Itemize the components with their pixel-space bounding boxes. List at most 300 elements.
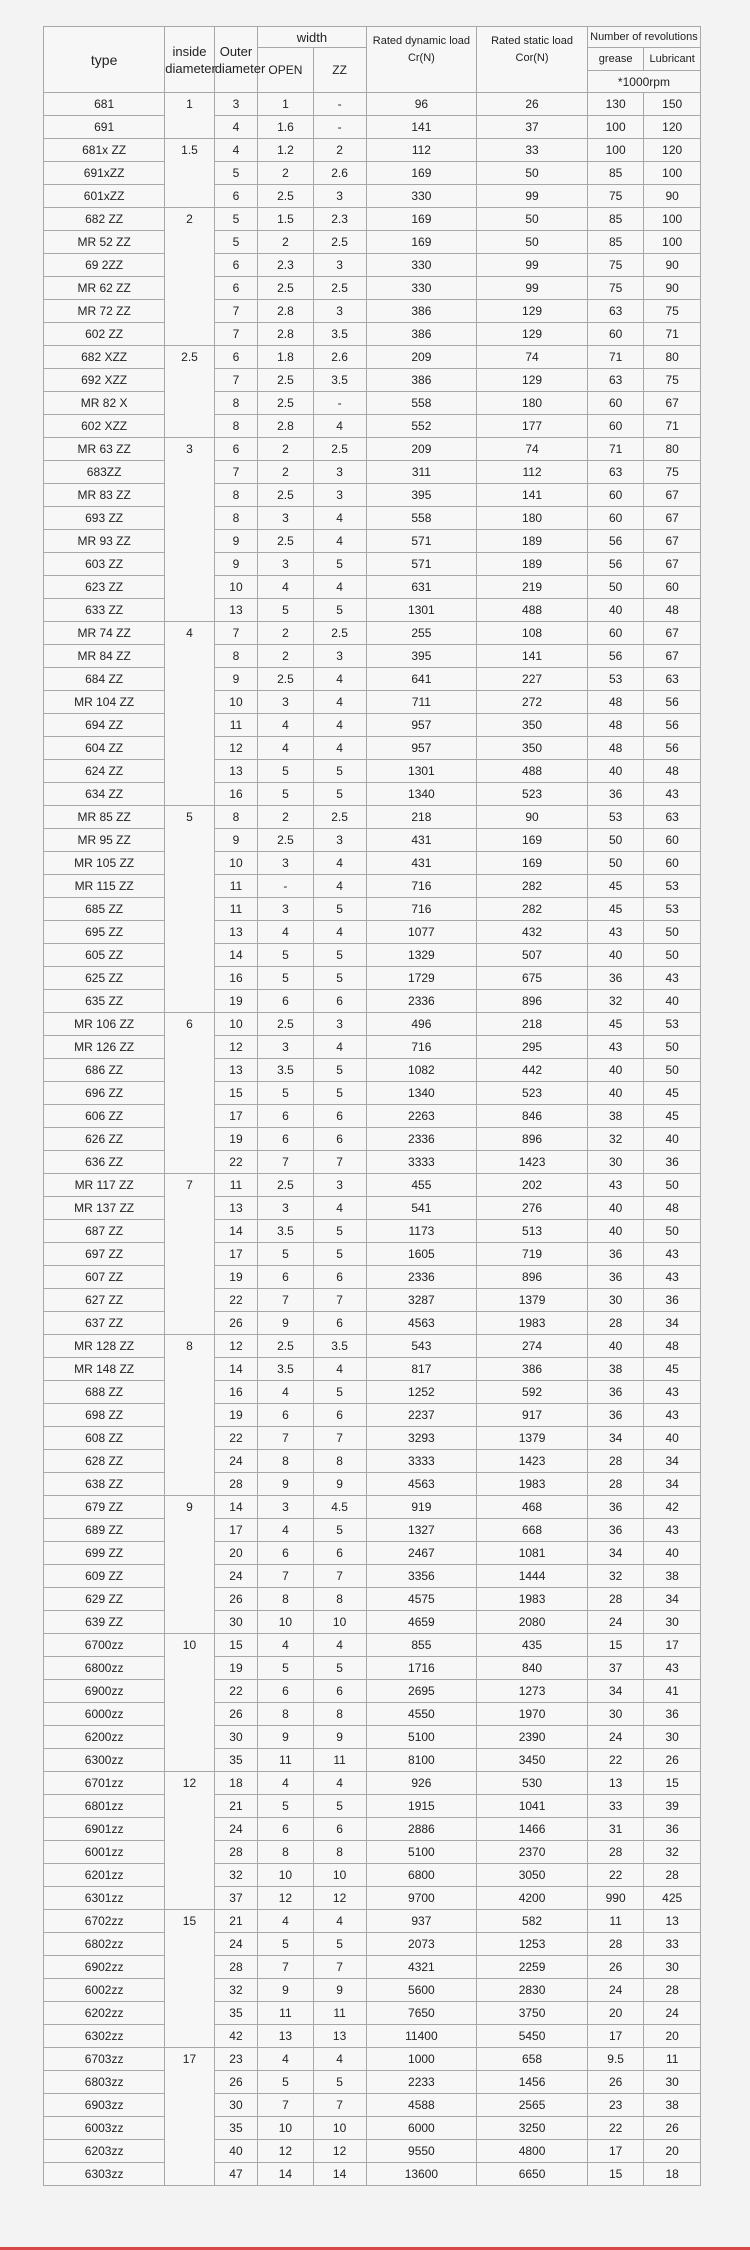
cell-zz: 6 <box>313 1680 366 1703</box>
cell-open: 8 <box>258 1703 313 1726</box>
cell-cor: 227 <box>477 668 588 691</box>
cell-type: 6302zz <box>44 2025 165 2048</box>
cell-open: 6 <box>258 1404 313 1427</box>
cell-cr: 9550 <box>366 2140 477 2163</box>
cell-type: MR 137 ZZ <box>44 1197 165 1220</box>
cell-cor: 4200 <box>477 1887 588 1910</box>
cell-type: 602 ZZ <box>44 323 165 346</box>
table-row <box>44 1565 701 1588</box>
cell-zz: 7 <box>313 1151 366 1174</box>
cell-type: 683ZZ <box>44 461 165 484</box>
cell-cor: 1983 <box>477 1312 588 1335</box>
cell-cor: 1081 <box>477 1542 588 1565</box>
cell-type: 623 ZZ <box>44 576 165 599</box>
cell-open: 8 <box>258 1588 313 1611</box>
cell-cr: 386 <box>366 369 477 392</box>
cell-grease: 36 <box>587 1496 644 1519</box>
cell-lubricant: 45 <box>644 1358 701 1381</box>
cell-cor: 3250 <box>477 2117 588 2140</box>
cell-outer: 19 <box>214 1128 258 1151</box>
cell-lubricant: 30 <box>644 1726 701 1749</box>
table-row <box>44 1128 701 1151</box>
cell-outer: 6 <box>214 254 258 277</box>
cell-zz: 7 <box>313 1956 366 1979</box>
cell-outer: 24 <box>214 1450 258 1473</box>
cell-cr: 330 <box>366 185 477 208</box>
cell-zz: 4 <box>313 714 366 737</box>
cell-cor: 719 <box>477 1243 588 1266</box>
cell-open: 4 <box>258 921 313 944</box>
cell-cr: 1329 <box>366 944 477 967</box>
cell-zz: - <box>313 392 366 415</box>
cell-lubricant: 32 <box>644 1841 701 1864</box>
cell-grease: 32 <box>587 1565 644 1588</box>
cell-lubricant: 50 <box>644 1059 701 1082</box>
cell-outer: 6 <box>214 185 258 208</box>
cell-grease: 40 <box>587 1220 644 1243</box>
table-row <box>44 1887 701 1910</box>
cell-type: 6800zz <box>44 1657 165 1680</box>
table-row <box>44 1059 701 1082</box>
cell-lubricant: 90 <box>644 254 701 277</box>
table-row <box>44 323 701 346</box>
cell-grease: 85 <box>587 162 644 185</box>
cell-grease: 53 <box>587 806 644 829</box>
table-header <box>44 27 701 93</box>
cell-cor: 1379 <box>477 1427 588 1450</box>
cell-zz: 4 <box>313 691 366 714</box>
cell-open: 1.2 <box>258 139 313 162</box>
cell-outer: 7 <box>214 300 258 323</box>
cell-lubricant: 71 <box>644 415 701 438</box>
cell-cor: 3450 <box>477 1749 588 1772</box>
cell-zz: 2.6 <box>313 162 366 185</box>
table-row <box>44 415 701 438</box>
cell-cor: 50 <box>477 208 588 231</box>
cell-open: 6 <box>258 1105 313 1128</box>
cell-zz: 8 <box>313 1588 366 1611</box>
static-load-unit: Cor(N) <box>515 52 549 64</box>
table-row <box>44 139 701 162</box>
cell-open: 7 <box>258 1427 313 1450</box>
cell-zz: 5 <box>313 944 366 967</box>
cell-zz: 6 <box>313 990 366 1013</box>
cell-grease: 60 <box>587 323 644 346</box>
cell-inside-diameter: 2 <box>165 208 214 346</box>
cell-zz: 5 <box>313 1082 366 1105</box>
table-row <box>44 2025 701 2048</box>
cell-cr: 541 <box>366 1197 477 1220</box>
cell-open: 4 <box>258 1772 313 1795</box>
table-row <box>44 1864 701 1887</box>
cell-zz: 4 <box>313 576 366 599</box>
table-row <box>44 921 701 944</box>
cell-grease: 32 <box>587 990 644 1013</box>
cell-type: 6002zz <box>44 1979 165 2002</box>
cell-zz: 4 <box>313 668 366 691</box>
cell-type: 607 ZZ <box>44 1266 165 1289</box>
cell-open: 2 <box>258 162 313 185</box>
cell-cor: 350 <box>477 714 588 737</box>
cell-cr: 919 <box>366 1496 477 1519</box>
cell-outer: 23 <box>214 2048 258 2071</box>
cell-type: 688 ZZ <box>44 1381 165 1404</box>
cell-outer: 21 <box>214 1795 258 1818</box>
cell-grease: 28 <box>587 1588 644 1611</box>
cell-zz: 4 <box>313 875 366 898</box>
cell-outer: 10 <box>214 691 258 714</box>
cell-outer: 7 <box>214 323 258 346</box>
cell-lubricant: 30 <box>644 2071 701 2094</box>
cell-type: MR 105 ZZ <box>44 852 165 875</box>
cell-zz: 8 <box>313 1703 366 1726</box>
cell-outer: 11 <box>214 875 258 898</box>
cell-outer: 10 <box>214 1013 258 1036</box>
cell-outer: 17 <box>214 1105 258 1128</box>
cell-open: 3 <box>258 1496 313 1519</box>
cell-cor: 592 <box>477 1381 588 1404</box>
cell-outer: 4 <box>214 139 258 162</box>
cell-type: 6202zz <box>44 2002 165 2025</box>
cell-zz: 3.5 <box>313 369 366 392</box>
cell-cr: 209 <box>366 438 477 461</box>
cell-type: 627 ZZ <box>44 1289 165 1312</box>
cell-zz: 2 <box>313 139 366 162</box>
cell-lubricant: 50 <box>644 944 701 967</box>
cell-open: 5 <box>258 1933 313 1956</box>
cell-grease: 71 <box>587 438 644 461</box>
cell-type: 603 ZZ <box>44 553 165 576</box>
table-row <box>44 1266 701 1289</box>
cell-cor: 129 <box>477 323 588 346</box>
cell-grease: 71 <box>587 346 644 369</box>
header-open: OPEN <box>258 48 313 93</box>
cell-open: 14 <box>258 2163 313 2186</box>
cell-outer: 15 <box>214 1082 258 1105</box>
table-row <box>44 760 701 783</box>
cell-type: 6001zz <box>44 1841 165 1864</box>
cell-open: 9 <box>258 1473 313 1496</box>
cell-open: 6 <box>258 990 313 1013</box>
table-row <box>44 162 701 185</box>
table-row <box>44 2048 701 2071</box>
cell-grease: 30 <box>587 1703 644 1726</box>
cell-type: 6701zz <box>44 1772 165 1795</box>
cell-cr: 311 <box>366 461 477 484</box>
cell-type: 698 ZZ <box>44 1404 165 1427</box>
cell-zz: 5 <box>313 2071 366 2094</box>
cell-zz: 5 <box>313 1933 366 1956</box>
table-row <box>44 1910 701 1933</box>
cell-outer: 22 <box>214 1151 258 1174</box>
table-row <box>44 1335 701 1358</box>
cell-lubricant: 36 <box>644 1289 701 1312</box>
table-row <box>44 1933 701 1956</box>
table-row <box>44 369 701 392</box>
cell-cr: 558 <box>366 507 477 530</box>
cell-cor: 108 <box>477 622 588 645</box>
cell-open: 11 <box>258 2002 313 2025</box>
cell-open: 5 <box>258 1243 313 1266</box>
cell-cr: 1173 <box>366 1220 477 1243</box>
cell-grease: 17 <box>587 2025 644 2048</box>
cell-outer: 9 <box>214 553 258 576</box>
cell-cr: 96 <box>366 93 477 116</box>
cell-cr: 4659 <box>366 1611 477 1634</box>
cell-type: MR 62 ZZ <box>44 277 165 300</box>
header-grease: grease <box>587 48 644 71</box>
cell-type: 6802zz <box>44 1933 165 1956</box>
cell-cr: 4575 <box>366 1588 477 1611</box>
cell-zz: 5 <box>313 1243 366 1266</box>
cell-grease: 24 <box>587 1726 644 1749</box>
cell-cr: 552 <box>366 415 477 438</box>
cell-grease: 40 <box>587 944 644 967</box>
cell-grease: 33 <box>587 1795 644 1818</box>
table-row <box>44 1841 701 1864</box>
table-row <box>44 737 701 760</box>
cell-lubricant: 56 <box>644 737 701 760</box>
cell-cor: 274 <box>477 1335 588 1358</box>
table-row <box>44 1105 701 1128</box>
cell-cor: 90 <box>477 806 588 829</box>
cell-cor: 74 <box>477 438 588 461</box>
cell-lubricant: 28 <box>644 1979 701 2002</box>
cell-cor: 1253 <box>477 1933 588 1956</box>
cell-type: 625 ZZ <box>44 967 165 990</box>
cell-zz: 2.5 <box>313 438 366 461</box>
table-row <box>44 1657 701 1680</box>
cell-outer: 11 <box>214 714 258 737</box>
cell-open: 1.6 <box>258 116 313 139</box>
cell-type: 695 ZZ <box>44 921 165 944</box>
cell-open: 5 <box>258 760 313 783</box>
cell-lubricant: 48 <box>644 1335 701 1358</box>
cell-outer: 6 <box>214 346 258 369</box>
cell-lubricant: 13 <box>644 1910 701 1933</box>
cell-lubricant: 100 <box>644 208 701 231</box>
cell-outer: 6 <box>214 438 258 461</box>
cell-type: MR 115 ZZ <box>44 875 165 898</box>
cell-grease: 34 <box>587 1542 644 1565</box>
cell-inside-diameter: 1.5 <box>165 139 214 208</box>
dynamic-load-unit: Cr(N) <box>407 52 435 64</box>
table-row <box>44 2071 701 2094</box>
cell-lubricant: 48 <box>644 599 701 622</box>
table-row <box>44 1772 701 1795</box>
cell-open: 5 <box>258 944 313 967</box>
cell-cr: 716 <box>366 898 477 921</box>
cell-open: 4 <box>258 1519 313 1542</box>
cell-lubricant: 48 <box>644 1197 701 1220</box>
cell-type: 6201zz <box>44 1864 165 1887</box>
cell-type: MR 126 ZZ <box>44 1036 165 1059</box>
cell-open: 2.5 <box>258 530 313 553</box>
cell-cr: 957 <box>366 714 477 737</box>
cell-zz: 2.5 <box>313 277 366 300</box>
cell-type: MR 106 ZZ <box>44 1013 165 1036</box>
cell-grease: 28 <box>587 1841 644 1864</box>
cell-grease: 36 <box>587 1243 644 1266</box>
cell-cor: 675 <box>477 967 588 990</box>
cell-open: 9 <box>258 1726 313 1749</box>
table-row <box>44 1542 701 1565</box>
cell-type: 682 ZZ <box>44 208 165 231</box>
cell-type: 635 ZZ <box>44 990 165 1013</box>
cell-lubricant: 36 <box>644 1151 701 1174</box>
cell-grease: 30 <box>587 1289 644 1312</box>
cell-lubricant: 43 <box>644 1404 701 1427</box>
cell-type: 697 ZZ <box>44 1243 165 1266</box>
table-row <box>44 208 701 231</box>
table-row <box>44 691 701 714</box>
cell-open: 5 <box>258 599 313 622</box>
cell-cor: 180 <box>477 507 588 530</box>
cell-zz: 6 <box>313 1312 366 1335</box>
cell-outer: 17 <box>214 1243 258 1266</box>
cell-grease: 26 <box>587 2071 644 2094</box>
cell-cr: 2237 <box>366 1404 477 1427</box>
cell-cr: 716 <box>366 1036 477 1059</box>
bearing-spec-table <box>43 26 701 2186</box>
cell-cr: 1301 <box>366 599 477 622</box>
cell-type: 684 ZZ <box>44 668 165 691</box>
cell-zz: 6 <box>313 1128 366 1151</box>
cell-lubricant: 50 <box>644 1036 701 1059</box>
cell-cr: 395 <box>366 484 477 507</box>
cell-lubricant: 38 <box>644 2094 701 2117</box>
cell-cr: 11400 <box>366 2025 477 2048</box>
cell-lubricant: 75 <box>644 461 701 484</box>
cell-cor: 2390 <box>477 1726 588 1749</box>
cell-zz: 12 <box>313 2140 366 2163</box>
cell-cor: 523 <box>477 1082 588 1105</box>
cell-outer: 8 <box>214 507 258 530</box>
cell-grease: 40 <box>587 760 644 783</box>
header-dynamic-load <box>366 27 477 93</box>
table-row <box>44 2117 701 2140</box>
cell-type: 6700zz <box>44 1634 165 1657</box>
cell-grease: 43 <box>587 1036 644 1059</box>
cell-lubricant: 34 <box>644 1588 701 1611</box>
cell-open: 3 <box>258 507 313 530</box>
cell-cr: 169 <box>366 231 477 254</box>
cell-cr: 3333 <box>366 1450 477 1473</box>
cell-open: 3 <box>258 553 313 576</box>
cell-type: 634 ZZ <box>44 783 165 806</box>
cell-zz: 6 <box>313 1266 366 1289</box>
cell-cr: 2336 <box>366 990 477 1013</box>
cell-outer: 13 <box>214 1197 258 1220</box>
cell-open: 4 <box>258 737 313 760</box>
cell-zz: 7 <box>313 1289 366 1312</box>
cell-zz: 4 <box>313 737 366 760</box>
cell-type: MR 117 ZZ <box>44 1174 165 1197</box>
cell-lubricant: 33 <box>644 1933 701 1956</box>
table-row <box>44 346 701 369</box>
cell-open: 7 <box>258 1956 313 1979</box>
table-row <box>44 1519 701 1542</box>
cell-lubricant: 53 <box>644 898 701 921</box>
cell-type: MR 63 ZZ <box>44 438 165 461</box>
cell-grease: 36 <box>587 967 644 990</box>
cell-type: 609 ZZ <box>44 1565 165 1588</box>
cell-cr: 1915 <box>366 1795 477 1818</box>
cell-zz: 3 <box>313 484 366 507</box>
cell-grease: 60 <box>587 507 644 530</box>
cell-outer: 17 <box>214 1519 258 1542</box>
cell-cr: 496 <box>366 1013 477 1036</box>
cell-cor: 840 <box>477 1657 588 1680</box>
table-row <box>44 2002 701 2025</box>
cell-type: 699 ZZ <box>44 1542 165 1565</box>
cell-grease: 60 <box>587 415 644 438</box>
cell-cor: 2080 <box>477 1611 588 1634</box>
table-row <box>44 530 701 553</box>
cell-zz: 4 <box>313 415 366 438</box>
table-row <box>44 277 701 300</box>
cell-open: 2 <box>258 645 313 668</box>
cell-outer: 30 <box>214 1611 258 1634</box>
header-lubricant: Lubricant <box>644 48 701 71</box>
cell-open: 5 <box>258 1082 313 1105</box>
cell-open: 3 <box>258 1197 313 1220</box>
cell-lubricant: 41 <box>644 1680 701 1703</box>
cell-grease: 48 <box>587 737 644 760</box>
table-row <box>44 116 701 139</box>
cell-outer: 28 <box>214 1956 258 1979</box>
cell-open: 2.5 <box>258 1174 313 1197</box>
cell-grease: 63 <box>587 461 644 484</box>
cell-outer: 26 <box>214 1312 258 1335</box>
cell-open: 2.8 <box>258 300 313 323</box>
cell-type: 6300zz <box>44 1749 165 1772</box>
cell-zz: 4 <box>313 1358 366 1381</box>
cell-open: 2.8 <box>258 323 313 346</box>
cell-cr: 5100 <box>366 1841 477 1864</box>
cell-grease: 9.5 <box>587 2048 644 2071</box>
cell-zz: 7 <box>313 1565 366 1588</box>
cell-open: 2.5 <box>258 829 313 852</box>
cell-cr: 817 <box>366 1358 477 1381</box>
table-row <box>44 1979 701 2002</box>
table-row <box>44 783 701 806</box>
cell-zz: 4 <box>313 2048 366 2071</box>
cell-zz: 2.6 <box>313 346 366 369</box>
cell-cr: 3356 <box>366 1565 477 1588</box>
table-row <box>44 622 701 645</box>
cell-type: 691 <box>44 116 165 139</box>
table-row <box>44 645 701 668</box>
cell-type: 6801zz <box>44 1795 165 1818</box>
cell-type: 6003zz <box>44 2117 165 2140</box>
cell-zz: 4 <box>313 1772 366 1795</box>
cell-open: 4 <box>258 1634 313 1657</box>
cell-cor: 846 <box>477 1105 588 1128</box>
cell-cor: 1423 <box>477 1151 588 1174</box>
cell-open: 12 <box>258 2140 313 2163</box>
cell-lubricant: 60 <box>644 576 701 599</box>
cell-open: 2.5 <box>258 369 313 392</box>
cell-zz: 4 <box>313 921 366 944</box>
cell-type: MR 52 ZZ <box>44 231 165 254</box>
cell-type: 639 ZZ <box>44 1611 165 1634</box>
cell-open: 9 <box>258 1312 313 1335</box>
table-row <box>44 806 701 829</box>
cell-cor: 2259 <box>477 1956 588 1979</box>
cell-cor: 189 <box>477 530 588 553</box>
cell-lubricant: 40 <box>644 1427 701 1450</box>
